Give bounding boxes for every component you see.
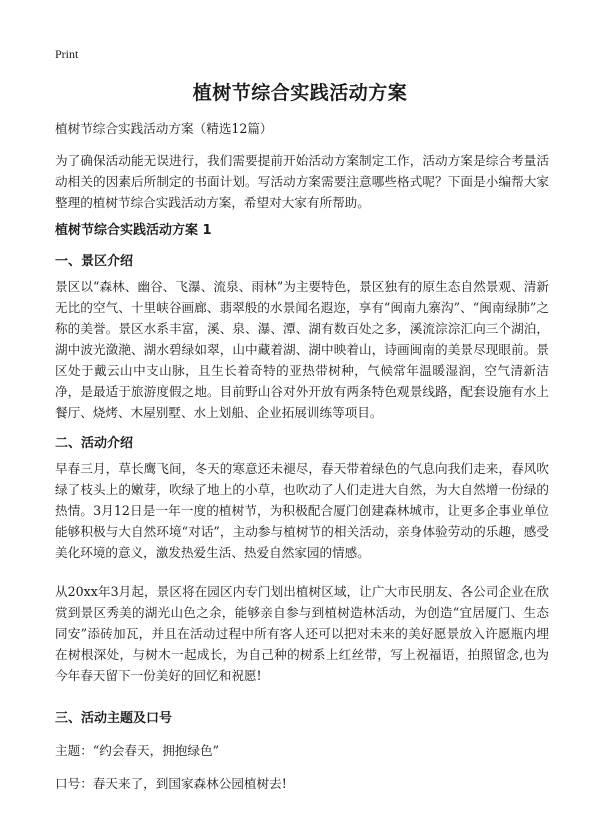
section-body-block (55, 581, 549, 686)
plan-heading: 植树节综合实践活动方案 1 (55, 223, 212, 238)
section-heading-block (55, 432, 549, 451)
section-heading-scenic: 一、景区介绍 (55, 254, 134, 269)
plan-heading-block (55, 219, 549, 238)
print-link[interactable]: Print (55, 47, 79, 61)
intro-block (55, 150, 549, 213)
section-body-block (55, 740, 549, 761)
activity-paragraph-1: 早春三月，草长鹰飞间，冬天的寒意还未褪尽，春天带着绿色的气息向我们走来，春风吹绿了枝头上的嫩芽，吹绿了地上的小草，也吹动了人们走进大自然，为大自然增一份绿的 热情。3月12日是一年一度的植树节，为积极配合厦门创建森林城市，让更多企事业单位能够积极与大自然环境“对话”，主动参与植树节的相关活动，亲身体验劳动的乐趣，感受美化环境的意义，激发热爱生活、热爱自然家园的情感。 (55, 461, 549, 560)
intro-paragraph: 为了确保活动能无误进行，我们需要提前开始活动方案制定工作，活动方案是综合考量活动相关的因素后所制定的书面计划。写活动方案需要注意哪些格式呢？下面是小编帮大家整理的植树节综合实践活动方案，希望对大家有所帮助。 (55, 153, 549, 210)
section-heading-activity: 二、活动介绍 (55, 436, 134, 451)
document-title: 植树节综合实践活动方案 (192, 82, 408, 104)
section-body-block (55, 276, 549, 423)
scenic-paragraph: 景区以“森林、幽谷、飞瀑、流泉、雨林”为主要特色，景区独有的原生态自然景观、清新无比的空气、十里峡谷画廊、翡翠般的水景闻名遐迩，享有“闽南九寨沟”、“闽南绿肺”之称的美誉。景区水系丰富，溪、泉、瀑、潭、湖有数百处之多，溪流淙淙汇向三个湖泊，湖中波光潋滟、湖水碧绿如翠，山中藏着湖、湖中映着山，诗画闽南的美景尽现眼前。景区处于戴云山中支山脉，且生长着奇特的亚热带树种，气候常年温暖湿润，空气清新洁净，是最适于旅游度假之地。目前野山谷对外开放有两条特色观景线路，配套设施有水上餐厅、烧烤、木屋别墅、水上划船、企业拓展训练等项目。 (55, 279, 549, 420)
section-heading-block (55, 250, 549, 269)
section-heading-block (55, 707, 549, 726)
section-body-block (55, 773, 549, 794)
slogan-line: 口号：春天来了，到国家森林公园植树去! (55, 776, 287, 791)
section-heading-theme: 三、活动主题及口号 (55, 711, 173, 726)
subtitle-block (55, 118, 549, 139)
theme-line: 主题：“约会春天，拥抱绿色” (55, 743, 220, 758)
activity-paragraph-2: 从20xx年3月起，景区将在园区内专门划出植树区域，让广大市民朋友、各公司企业在欣赏到景区秀美的湖光山色之余，能够亲自参与到植树造林活动，为创造“宜居厦门、生态同安”添砖加瓦，并且在活动过程中所有客人还可以把对未来的美好愿景放入许愿瓶内埋在树根深处，与树木一起成长，为自己种的树系上红丝带，写上祝福语，拍照留念,也为今年春天留下一份美好的回忆和祝愿! (55, 584, 549, 683)
document-subtitle: 植树节综合实践活动方案（精选12篇） (55, 121, 273, 136)
section-body-block (55, 458, 549, 563)
